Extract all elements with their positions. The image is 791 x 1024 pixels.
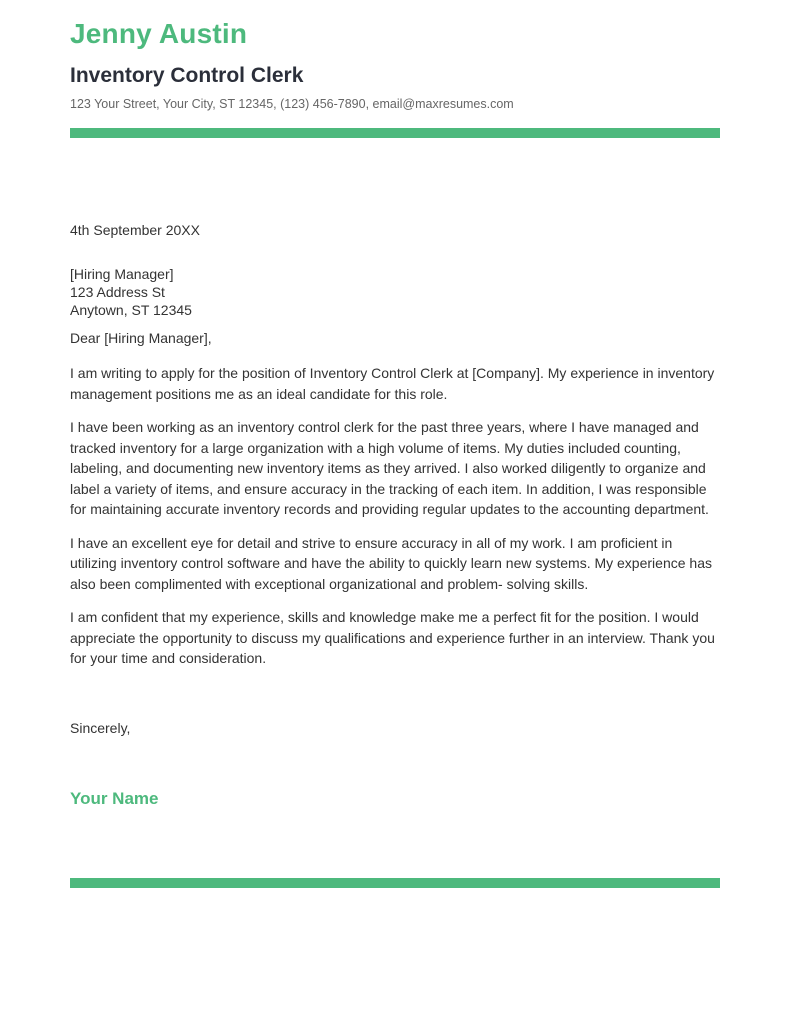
job-title: Inventory Control Clerk <box>70 64 304 87</box>
letter-body <box>70 363 720 682</box>
signature-name: Your Name <box>70 789 159 808</box>
paragraph-3: I have an excellent eye for detail and strive to ensure accuracy in all of my work. I am proficient in utilizing inventory control software and have the ability to quickly learn new systems. My experience has also been complimented with exceptional organizational and problem- solving skills. <box>70 534 712 592</box>
recipient-address <box>70 265 192 319</box>
paragraph-4: I am confident that my experience, skills and knowledge make me a perfect fit for the position. I would appreciate the opportunity to discuss my qualifications and experience further in an interview. Thank you for your time and consideration. <box>70 609 715 666</box>
recipient-line-3: Anytown, ST 12345 <box>70 302 192 318</box>
recipient-line-1: [Hiring Manager] <box>70 266 174 282</box>
salutation: Dear [Hiring Manager], <box>70 330 212 346</box>
applicant-name: Jenny Austin <box>70 18 248 49</box>
header-divider <box>70 128 720 138</box>
contact-info: 123 Your Street, Your City, ST 12345, (123) 456-7890, email@maxresumes.com <box>70 97 514 111</box>
paragraph-2: I have been working as an inventory control clerk for the past three years, where I have managed and tracked inventory for a large organization with a high volume of items. My duties included counting, labeling, and documenting new inventory items as they arrived. I also worked diligently to organize and label a variety of items, and ensure accuracy in the tracking of each item. In addition, I was responsible for maintaining accurate inventory records and providing regular updates to the accounting department. <box>70 419 709 517</box>
footer-divider <box>70 878 720 888</box>
closing: Sincerely, <box>70 720 131 736</box>
recipient-line-2: 123 Address St <box>70 284 165 300</box>
letter-date: 4th September 20XX <box>70 222 200 238</box>
paragraph-1: I am writing to apply for the position of Inventory Control Clerk at [Company]. My experience in inventory management positions me as an ideal candidate for this role. <box>70 365 715 402</box>
